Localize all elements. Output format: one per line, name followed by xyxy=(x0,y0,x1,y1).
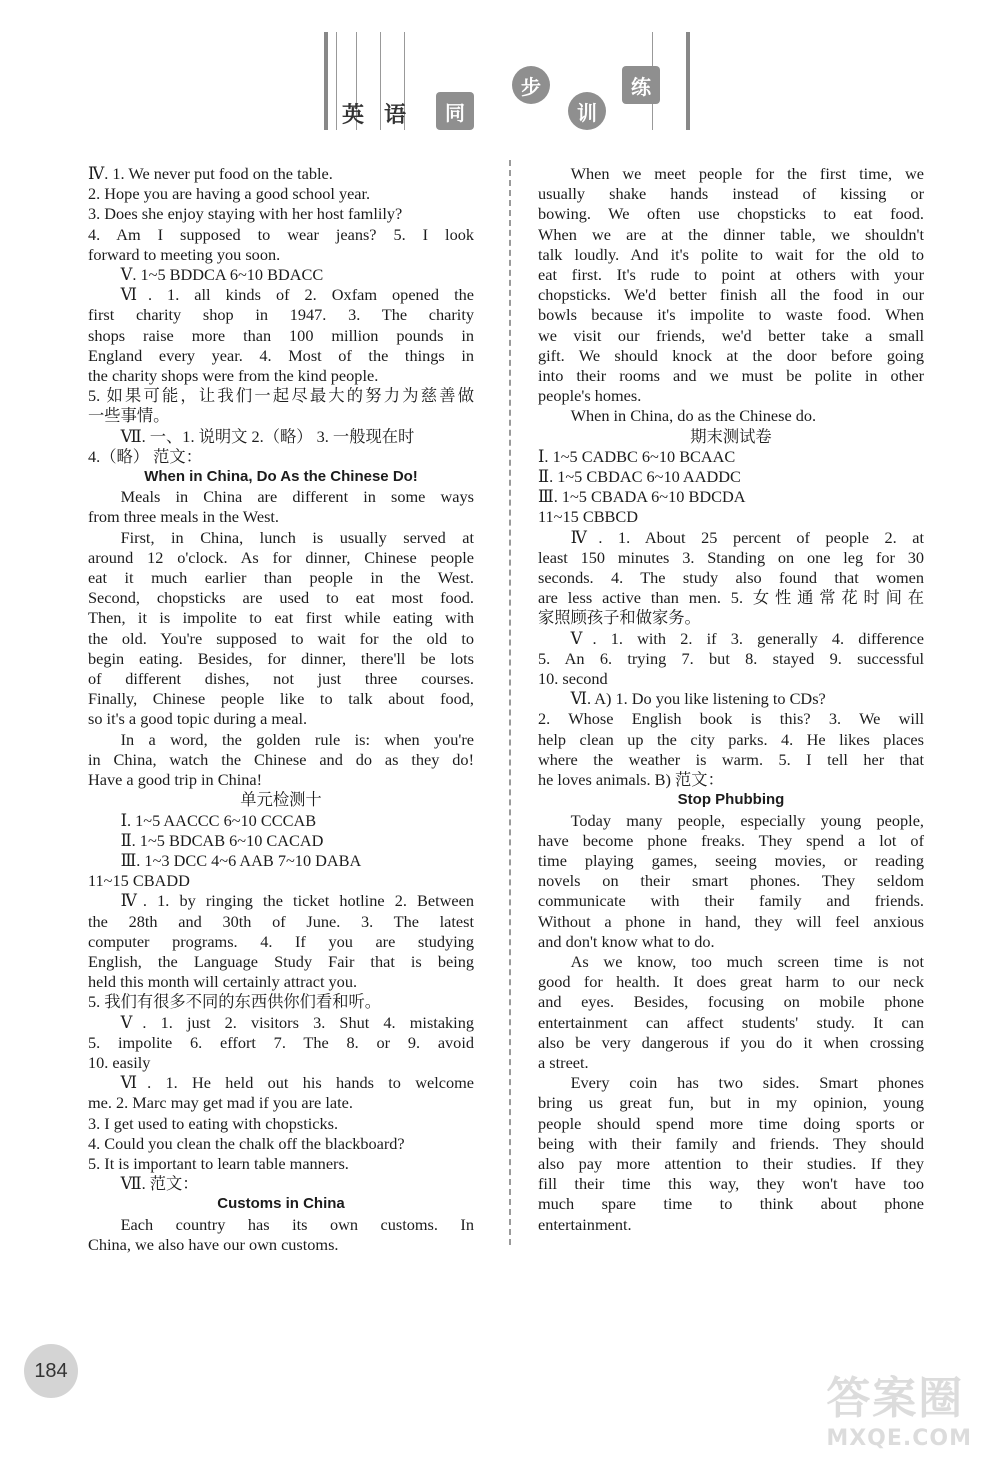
text-line: Ⅵ. 1. all kinds of 2. Oxfam opened the xyxy=(120,285,474,305)
text-line: entertainment can affect students' study. It can xyxy=(538,1012,924,1032)
text-line: Ⅴ. 1. with 2. if 3. generally 4. difference xyxy=(570,628,924,648)
header-line xyxy=(380,32,381,130)
text-line: Ⅶ. 一、1. 说明文 2.（略） 3. 一般现在时 xyxy=(120,426,415,446)
text-line: have become phone freaks. They spend a lot of xyxy=(538,830,924,850)
text-line: 2. Whose English book is this? 3. We will xyxy=(538,709,924,729)
text-line: people should spend more time doing sports or xyxy=(538,1113,924,1133)
text-line: we visit our friends, we'd better take a small xyxy=(538,325,924,345)
text-line: 5. 我们有很多不同的东西供你们看和听。 xyxy=(88,992,382,1012)
watermark-url: MXQE.COM xyxy=(826,1426,972,1451)
text-line: and eyes. Besides, focusing on mobile phone xyxy=(538,992,924,1012)
text-line: 5. An 6. trying 7. but 8. stayed 9. successful xyxy=(538,648,924,668)
text-line: also pay more attention to their studies. If they xyxy=(538,1153,924,1173)
text-line: In a word, the golden rule is: when you're xyxy=(120,729,474,749)
text-line: English, the Language Study Fair that is being xyxy=(88,951,474,971)
text-line: being with their family and friends. They should xyxy=(538,1133,924,1153)
text-line: 10. easily xyxy=(88,1052,151,1072)
text-line: 5. 如果可能，让我们一起尽最大的努力为慈善做 xyxy=(88,386,474,406)
text-line: Ⅳ. 1. by ringing the ticket hotline 2. Between xyxy=(120,891,474,911)
section-heading: 期末测试卷 xyxy=(690,426,772,446)
essay-title: Stop Phubbing xyxy=(677,791,785,809)
column-divider xyxy=(509,160,511,1245)
text-line: first charity shop in 1947. 3. The charity xyxy=(88,305,474,325)
page-number: 184 xyxy=(24,1344,78,1398)
text-line: Ⅴ. 1. just 2. visitors 3. Shut 4. mistaking xyxy=(120,1012,474,1032)
text-line: First, in China, lunch is usually served at xyxy=(120,527,474,547)
text-line: Meals in China are different in some ways xyxy=(120,487,474,507)
text-line: Ⅴ. 1~5 BDDCA 6~10 BDACC xyxy=(120,265,324,285)
text-line: help clean up the city parks. 4. He likes places xyxy=(538,729,924,749)
text-line: so it's a good topic during a meal. xyxy=(88,709,308,729)
text-line: Today many people, especially young people, xyxy=(570,810,924,830)
text-line: and don't know what to do. xyxy=(538,931,715,951)
text-line: around 12 o'clock. As for dinner, Chinese people xyxy=(88,547,474,567)
text-line: of different dishes, not just three courses. xyxy=(88,669,474,689)
header-stamp: 同 xyxy=(436,92,474,130)
text-line: from three meals in the West. xyxy=(88,507,279,527)
text-line: Ⅳ. 1. We never put food on the table. xyxy=(88,164,333,183)
essay-title: When in China, Do As the Chinese Do! xyxy=(144,468,418,486)
text-line: where the weather is warm. 5. I tell her that xyxy=(538,749,924,769)
text-line: the charity shops were from the kind people. xyxy=(88,366,379,386)
text-line: Each country has its own customs. In xyxy=(120,1214,474,1234)
text-line: Ⅱ. 1~5 BDCAB 6~10 CACAD xyxy=(120,830,324,850)
text-line: shops raise more than 100 million pounds in xyxy=(88,325,474,345)
text-line: Without a phone in hand, they will feel anxious xyxy=(538,911,924,931)
text-line: people's homes. xyxy=(538,386,642,406)
text-line: are less active than men. 5. 女性通常花时间在 xyxy=(538,588,924,608)
text-line: he loves animals. B) 范文： xyxy=(538,770,724,790)
text-line: held this month will certainly attract you. xyxy=(88,972,358,992)
text-line: Ⅲ. 1~3 DCC 4~6 AAB 7~10 DABA xyxy=(120,850,362,870)
text-line: least 150 minutes 3. Standing on one leg for 30 xyxy=(538,547,924,567)
text-line: much spare time to think about phone xyxy=(538,1194,924,1214)
text-line: begin eating. Besides, for dinner, there'll be lots xyxy=(88,648,474,668)
text-line: the old. You're supposed to wait for the old to xyxy=(88,628,474,648)
text-line: also be very dangerous if you do it when crossing xyxy=(538,1032,924,1052)
text-line: Have a good trip in China! xyxy=(88,770,263,790)
text-line: talk loudly. And it's polite to wait for the old to xyxy=(538,244,924,264)
text-line: computer programs. 4. If you are studying xyxy=(88,931,474,951)
text-line: When in China, do as the Chinese do. xyxy=(570,406,817,426)
header-bar xyxy=(686,32,690,130)
header-bar xyxy=(324,32,328,130)
text-line: Ⅰ. 1~5 CADBC 6~10 BCAAC xyxy=(538,446,736,466)
left-column xyxy=(88,164,474,1255)
text-line: 一些事情。 xyxy=(88,406,170,426)
text-line: bowing. We often use chopsticks to eat food. xyxy=(538,204,924,224)
text-line: Ⅱ. 1~5 CBDAC 6~10 AADDC xyxy=(538,467,741,487)
text-line: bowls because it's impolite to waste food. When xyxy=(538,305,924,325)
text-line: 5. impolite 6. effort 7. The 8. or 9. avoid xyxy=(88,1032,474,1052)
text-line: time playing games, seeing movies, or reading xyxy=(538,850,924,870)
text-line: 4. Could you clean the chalk off the blackboard? xyxy=(88,1133,405,1153)
text-line: seconds. 4. The study also found that women xyxy=(538,568,924,588)
text-line: Ⅰ. 1~5 AACCC 6~10 CCCAB xyxy=(120,810,317,830)
text-line: eat first. It's rude to point at others with your xyxy=(538,265,924,285)
watermark xyxy=(826,1362,972,1451)
text-line: 3. Does she enjoy staying with her host famlily? xyxy=(88,204,403,224)
text-line: gift. We should knock at the door before going xyxy=(538,345,924,365)
header-line xyxy=(336,32,337,130)
header-stamp: 练 xyxy=(622,66,660,104)
header-word: 语 xyxy=(384,103,407,128)
text-line: Ⅳ. 1. About 25 percent of people 2. at xyxy=(570,527,924,547)
text-line: bring us great fun, but in my opinion, young xyxy=(538,1093,924,1113)
text-line: Then, it is impolite to eat first while eating with xyxy=(88,608,474,628)
text-line: 2. Hope you are having a good school year. xyxy=(88,184,371,204)
text-line: Finally, Chinese people like to talk about food, xyxy=(88,689,474,709)
text-line: fill their time this way, they won't have too xyxy=(538,1174,924,1194)
page-header xyxy=(0,0,1000,150)
text-line: a street. xyxy=(538,1052,589,1072)
watermark-text: 答案圈 xyxy=(826,1373,965,1424)
text-line: England every year. 4. Most of the things in xyxy=(88,345,474,365)
text-line: forward to meeting you soon. xyxy=(88,244,281,264)
text-line: When we are at the dinner table, we shouldn't xyxy=(538,224,924,244)
section-heading: 单元检测十 xyxy=(240,790,322,810)
text-line: usually shake hands instead of kissing or xyxy=(538,184,924,204)
text-line: Second, chopsticks are used to eat most food. xyxy=(88,588,474,608)
header-stamp: 步 xyxy=(512,66,550,104)
text-line: into their rooms and we must be polite in other xyxy=(538,366,924,386)
text-line: 3. I get used to eating with chopsticks. xyxy=(88,1113,339,1133)
text-line: Ⅲ. 1~5 CBADA 6~10 BDCDA xyxy=(538,487,746,507)
text-line: 4.（略） 范文： xyxy=(88,446,202,466)
text-line: chopsticks. We'd better finish all the food in our xyxy=(538,285,924,305)
text-line: Ⅶ. 范文： xyxy=(120,1174,199,1194)
right-column xyxy=(538,164,924,1235)
text-line: Ⅵ. 1. He held out his hands to welcome xyxy=(120,1073,474,1093)
text-line: me. 2. Marc may get mad if you are late. xyxy=(88,1093,353,1113)
text-line: Ⅵ. A) 1. Do you like listening to CDs? xyxy=(570,689,826,709)
text-line: 11~15 CBADD xyxy=(88,871,190,891)
header-word: 英 xyxy=(342,103,365,128)
text-line: the 28th and 30th of June. 3. The latest xyxy=(88,911,474,931)
text-line: 5. It is important to learn table manners. xyxy=(88,1153,349,1173)
text-line: good for health. It does great harm to our neck xyxy=(538,972,924,992)
text-line: eat it much earlier than people in the West. xyxy=(88,568,474,588)
text-line: When we meet people for the first time, we xyxy=(570,164,924,183)
text-line: 11~15 CBBCD xyxy=(538,507,639,527)
text-line: novels on their smart phones. They seldom xyxy=(538,871,924,891)
header-stamp: 训 xyxy=(568,92,606,130)
text-line: Every coin has two sides. Smart phones xyxy=(570,1073,924,1093)
text-line: As we know, too much screen time is not xyxy=(570,951,924,971)
text-line: 家照顾孩子和做家务。 xyxy=(538,608,701,628)
text-line: entertainment. xyxy=(538,1214,632,1234)
text-line: in China, watch the Chinese and do as they do! xyxy=(88,749,474,769)
essay-title: Customs in China xyxy=(217,1195,345,1213)
text-line: China, we also have our own customs. xyxy=(88,1234,339,1254)
text-line: 10. second xyxy=(538,669,608,689)
text-line: 4. Am I supposed to wear jeans? 5. I look xyxy=(88,224,474,244)
text-line: communicate with their family and friends. xyxy=(538,891,924,911)
